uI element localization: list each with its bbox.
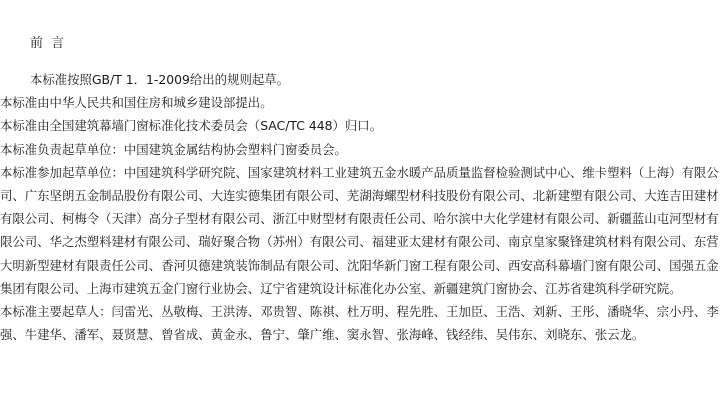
section-heading: 前 言: [30, 36, 67, 51]
paragraph-lead-drafter: 本标准负责起草单位：中国建筑金属结构协会塑料门窗委员会。: [0, 141, 347, 157]
paragraph-jurisdiction: 本标准由全国建筑幕墙门窗标准化技术委员会（SAC/TC 448）归口。: [0, 118, 383, 134]
paragraph-drafting-rules: 本标准按照GB/T 1．1-2009给出的规则起草。: [30, 72, 290, 87]
paragraph-proposer: 本标准由中华人民共和国住房和城乡建设部提出。: [0, 95, 273, 111]
paragraph-main-drafters: 本标准主要起草人：闫雷光、丛敬梅、王洪涛、邓贵智、陈祺、杜万明、程先胜、王加臣、王浩、刘新、王彤、潘晓华、宗小丹、李强、牛建华、潘军、聂贤慧、曾省成、黄金永、鲁宁、肇广维、窦永智、张海峰、钱经纬、吴伟东、刘晓东、张云龙。: [0, 304, 719, 343]
document-body: [0, 68, 720, 346]
paragraph-participating-drafters: 本标准参加起草单位：中国建筑科学研究院、国家建筑材料工业建筑五金水暖产品质量监督检验测试中心、维卡塑料（上海）有限公司、广东坚朗五金制品股份有限公司、大连实德集团有限公司、芜湖海螺型材科技股份有限公司、北新建塑有限公司、大连吉田建材有限公司、柯梅令（天津）高分子型材有限公司、浙江中财型材有限责任公司、哈尔滨中大化学建材有限公司、新疆蓝山屯河型材有限公司、华之杰塑料建材有限公司、瑞好聚合物（苏州）有限公司、福建亚太建材有限公司、南京皇家聚锋建筑材料有限公司、东营大明新型建材有限责任公司、香河贝德建筑装饰制品有限公司、沈阳华新门窗工程有限公司、西安高科幕墙门窗有限公司、国强五金集团有限公司、上海市建筑五金门窗行业协会、辽宁省建筑设计标准化办公室、新疆建筑门窗协会、江苏省建筑科学研究院。: [0, 164, 719, 296]
